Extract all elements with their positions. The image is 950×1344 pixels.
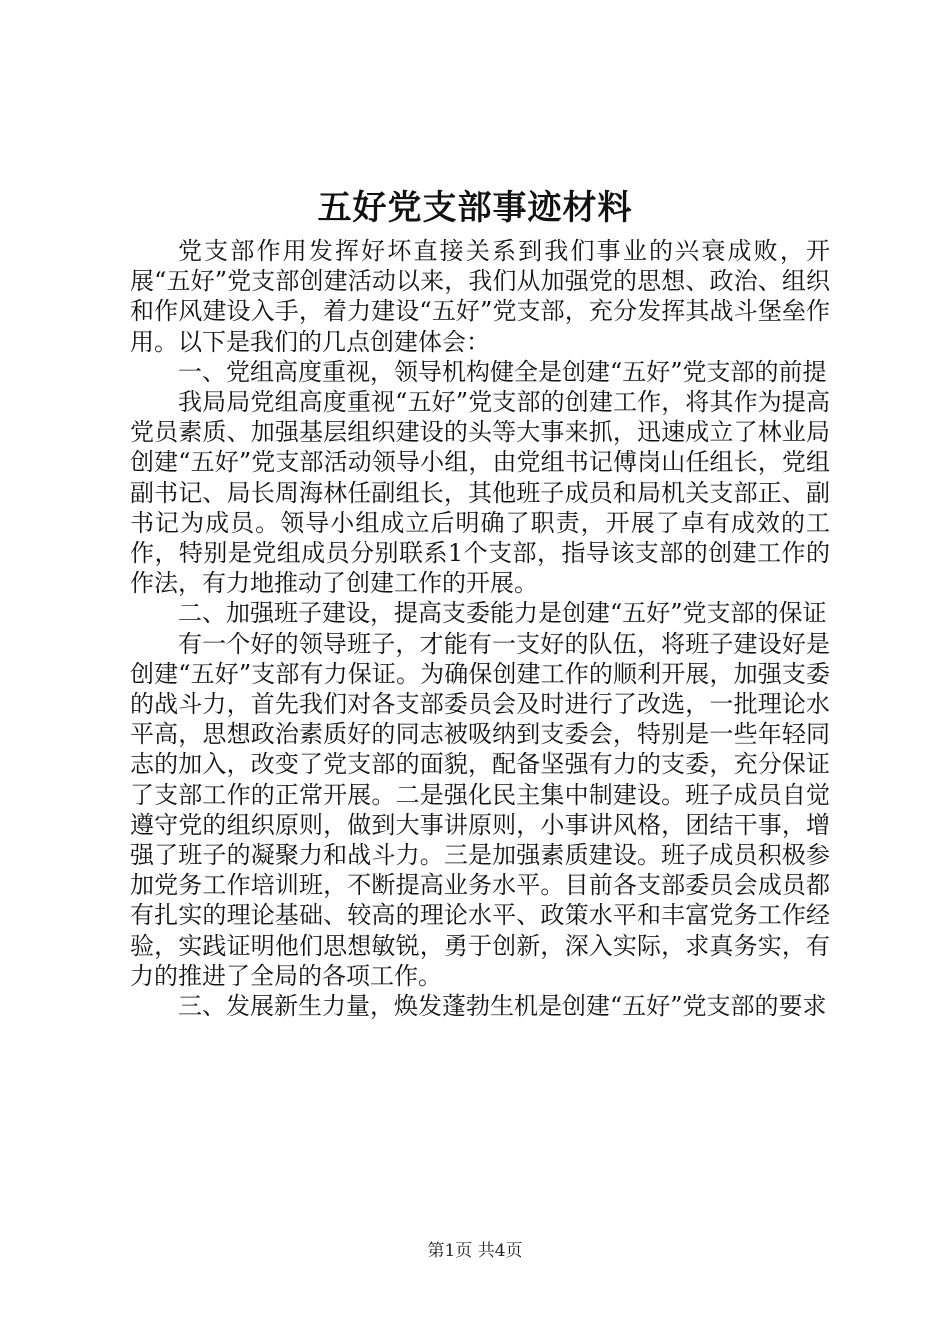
paragraph-section-1: 我局局党组高度重视“五好”党支部的创建工作，将其作为提高党员素质、加强基层组织建设的头等大事来抓，迅速成立了林业局创建“五好”党支部活动领导小组，由党组书记傅岗山任组长，党组副书记、局长周海林任副组长，其他班子成员和局机关支部正、副书记为成员。领导小组成立后明确了职责，开展了卓有成效的工作，特别是党组成员分别联系1个支部，指导该支部的创建工作的作法，有力地推动了创建工作的开展。	[130, 388, 830, 598]
document-body	[130, 236, 830, 1021]
document-title: 五好党支部事迹材料	[317, 188, 633, 228]
section-heading-3: 三、发展新生力量，焕发蓬勃生机是创建“五好”党支部的要求	[178, 992, 827, 1021]
page-number-footer: 第1页 共4页	[427, 1241, 523, 1261]
paragraph-intro: 党支部作用发挥好坏直接关系到我们事业的兴衰成败，开展“五好”党支部创建活动以来，我们从加强党的思想、政治、组织和作风建设入手，着力建设“五好”党支部，充分发挥其战斗堡垒作用。以下是我们的几点创建体会：	[130, 237, 830, 356]
section-heading-1: 一、党组高度重视，领导机构健全是创建“五好”党支部的前提	[178, 357, 827, 386]
section-heading-2: 二、加强班子建设，提高支委能力是创建“五好”党支部的保证	[178, 599, 827, 628]
paragraph-section-2: 有一个好的领导班子，才能有一支好的队伍，将班子建设好是创建“五好”支部有力保证。为确保创建工作的顺利开展，加强支委的战斗力，首先我们对各支部委员会及时进行了改选，一批理论水平高，思想政治素质好的同志被吸纳到支委会，特别是一些年轻同志的加入，改变了党支部的面貌，配备坚强有力的支委，充分保证了支部工作的正常开展。二是强化民主集中制建设。班子成员自觉遵守党的组织原则，做到大事讲原则，小事讲风格，团结干事，增强了班子的凝聚力和战斗力。三是加强素质建设。班子成员积极参加党务工作培训班，不断提高业务水平。目前各支部委员会成员都有扎实的理论基础、较高的理论水平、政策水平和丰富党务工作经验，实践证明他们思想敏锐，勇于创新，深入实际，求真务实，有力的推进了全局的各项工作。	[130, 629, 830, 990]
